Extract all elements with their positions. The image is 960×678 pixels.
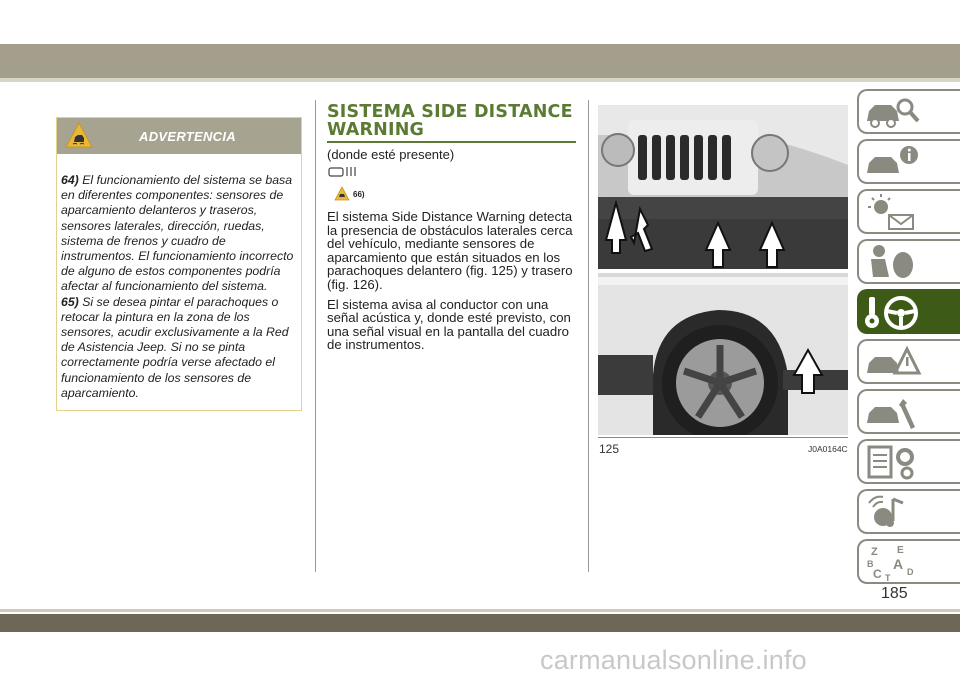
index-letter: T <box>885 573 891 583</box>
warning-item-number: 65) <box>61 294 79 309</box>
warning-box <box>56 117 302 411</box>
section-content <box>327 103 579 352</box>
index-letter: C <box>873 567 882 581</box>
index-letter: D <box>907 567 914 577</box>
warning-item-text: Si se desea pintar el parachoques o retocar la pintura en la zona de los sensores, acudir exclusivamente a la Red de Asistencia Jeep. Si no se pinta correctamente podría verse afectado el funcionamiento de los sensores de aparcamiento. <box>61 294 289 400</box>
index-letter: B <box>867 559 874 569</box>
jeep-bumper-sensors-illustration <box>598 105 848 435</box>
warning-text <box>61 173 301 401</box>
column-separator <box>315 100 316 572</box>
reference-number: 66) <box>353 190 365 199</box>
car-info-icon <box>863 143 923 183</box>
figure-number: 125 <box>599 442 620 456</box>
index-letter: A <box>893 556 904 572</box>
key-steering-icon <box>863 293 923 333</box>
car-search-icon <box>863 93 923 133</box>
chapter-tab-car-tools[interactable] <box>857 389 960 434</box>
chapter-tab-key-steering[interactable] <box>857 289 960 334</box>
car-warning-icon <box>863 343 923 383</box>
chapter-tab-car-search[interactable] <box>857 89 960 134</box>
warning-item-text: El funcionamiento del sistema se basa en diferentes componentes: sensores de aparcamiento delanteros y traseros, sensores laterales, dirección, ruedas, sistema de frenos y cuadro de instrumentos. El funcionamiento incorrecto de alguno de estos componentes podría afectar al funcionamiento del sistema. <box>61 173 294 294</box>
index-letter: Z <box>871 546 878 558</box>
vehicle-photo <box>598 105 848 435</box>
dashboard-lights-icon <box>863 193 923 233</box>
figure-code: J0A0164C <box>808 444 848 454</box>
chapter-tab-car-info[interactable] <box>857 139 960 184</box>
chapter-tab-specs[interactable] <box>857 439 960 484</box>
car-tools-icon <box>863 393 923 433</box>
watermark: carmanualsonline.info <box>540 645 807 675</box>
page-number: 185 <box>881 585 908 602</box>
column-separator <box>588 100 589 572</box>
car-skid-warning-icon <box>65 122 93 148</box>
warning-item-number: 64) <box>61 173 79 187</box>
warning-title: ADVERTENCIA <box>139 129 236 144</box>
warning-header <box>57 118 301 154</box>
title-rule <box>327 141 576 143</box>
section-paragraph: El sistema avisa al conductor con una señal acústica y, donde esté previsto, con una señal visual en la pantalla del cuadro de instrumentos. <box>327 296 571 353</box>
bottom-band <box>0 614 960 632</box>
seat-airbag-icon <box>863 243 923 283</box>
warning-triangle-icon <box>334 186 350 201</box>
warning-reference <box>327 186 579 204</box>
section-subtitle: (donde esté presente) <box>327 147 455 162</box>
bottom-band-line <box>0 609 960 612</box>
top-band-line <box>0 78 960 82</box>
chapter-tab-dashboard-lights[interactable] <box>857 189 960 234</box>
chapter-tab-media[interactable] <box>857 489 960 534</box>
section-paragraph: El sistema Side Distance Warning detecta la presencia de obstáculos laterales cerca del vehículo, mediante sensores de aparcamiento que están situados en los parachoques delantero (fig. 125) y trasero (fig. 126). <box>327 209 573 292</box>
chapter-tab-seat-airbag[interactable] <box>857 239 960 284</box>
vehicle-sensor-icon <box>327 164 363 178</box>
specs-gear-icon <box>863 443 923 483</box>
media-music-icon <box>863 493 923 533</box>
index-letters-icon <box>863 543 923 583</box>
index-letter: E <box>897 545 904 556</box>
section-title <box>327 103 579 139</box>
chapter-tab-index[interactable] <box>857 539 960 584</box>
top-band <box>0 44 960 78</box>
section-title-line: WARNING <box>327 120 425 140</box>
section-title-line: SISTEMA SIDE DISTANCE <box>327 102 573 122</box>
chapter-tab-car-warning[interactable] <box>857 339 960 384</box>
caption-rule <box>598 437 848 438</box>
